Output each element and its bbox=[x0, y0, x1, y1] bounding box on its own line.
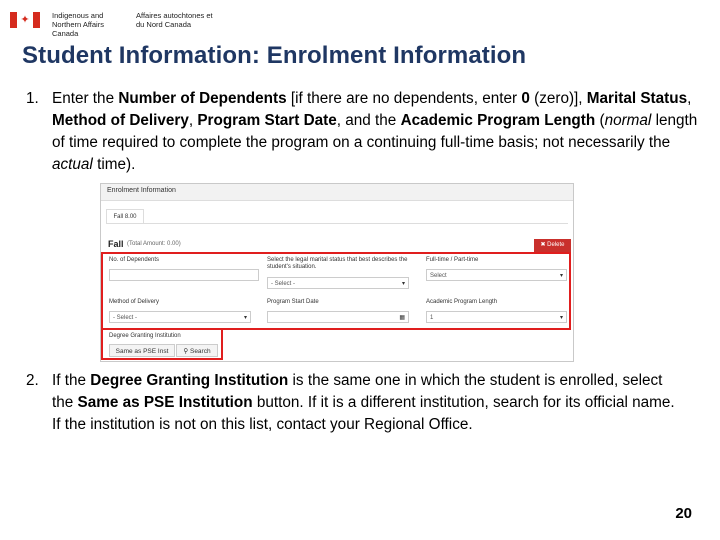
institution-label: Degree Granting Institution bbox=[109, 333, 181, 339]
highlight-box-step-2 bbox=[101, 328, 223, 360]
marital-status-label: Select the legal marital status that best describes the student's situation. bbox=[267, 257, 408, 270]
canada-flag-icon: ✦ bbox=[10, 12, 40, 28]
same-as-pse-button[interactable]: Same as PSE Inst bbox=[109, 344, 175, 357]
delivery-select[interactable]: - Select - ▾ bbox=[109, 311, 251, 323]
delivery-label: Method of Delivery bbox=[109, 299, 160, 305]
start-date-label: Program Start Date bbox=[267, 299, 319, 305]
tab-fall[interactable]: Fall 8.00 bbox=[106, 209, 144, 224]
search-icon: ⚲ bbox=[183, 348, 189, 355]
page-number: 20 bbox=[675, 505, 692, 522]
chevron-down-icon: ▾ bbox=[559, 315, 563, 321]
term-label: Fall bbox=[108, 239, 124, 249]
panel-title: Enrolment Information bbox=[107, 187, 176, 194]
term-total: (Total Amount: 0.00) bbox=[127, 241, 181, 247]
chevron-down-icon: ▾ bbox=[401, 281, 405, 287]
chevron-down-icon: ▾ bbox=[559, 273, 563, 279]
calendar-icon[interactable]: ▦ bbox=[399, 315, 405, 321]
step-number: 2. bbox=[26, 372, 39, 389]
highlight-box-step-1 bbox=[101, 252, 571, 330]
chevron-down-icon: ▾ bbox=[243, 315, 247, 321]
search-button[interactable]: ⚲ Search bbox=[176, 344, 218, 357]
step-number: 1. bbox=[26, 90, 39, 107]
marital-status-select[interactable]: - Select - ▾ bbox=[267, 277, 409, 289]
delete-button[interactable]: ✖ Delete bbox=[534, 239, 571, 252]
panel-header bbox=[101, 184, 573, 201]
program-length-label: Academic Program Length bbox=[426, 299, 498, 305]
program-length-input[interactable]: 1 ▾ bbox=[426, 311, 567, 323]
slide-title: Student Information: Enrolment Information bbox=[22, 42, 527, 69]
department-name-english: Indigenous and Northern Affairs Canada bbox=[52, 11, 104, 38]
fulltime-select[interactable]: Select ▾ bbox=[426, 269, 567, 281]
step-text: If the Degree Granting Institution is the same one in which the student is enrolled, select the Same as PSE Institution button. If it is a different institution, search for its official name. If the institution is not on this list, contact your Regional Office. bbox=[52, 372, 675, 433]
department-name-french: Affaires autochtones et du Nord Canada bbox=[136, 11, 213, 29]
step-text: Enter the Number of Dependents [if there are no dependents, enter 0 (zero)], Marital Status, Method of Delivery, Program Start Date, and the Academic Program Length (normal length of time required to complete the program on a continuing full-time basis; not necessarily the actual time). bbox=[52, 90, 698, 173]
fulltime-label: Full-time / Part-time bbox=[426, 257, 479, 263]
dependents-label: No. of Dependents bbox=[109, 257, 160, 263]
government-logo bbox=[10, 10, 270, 38]
